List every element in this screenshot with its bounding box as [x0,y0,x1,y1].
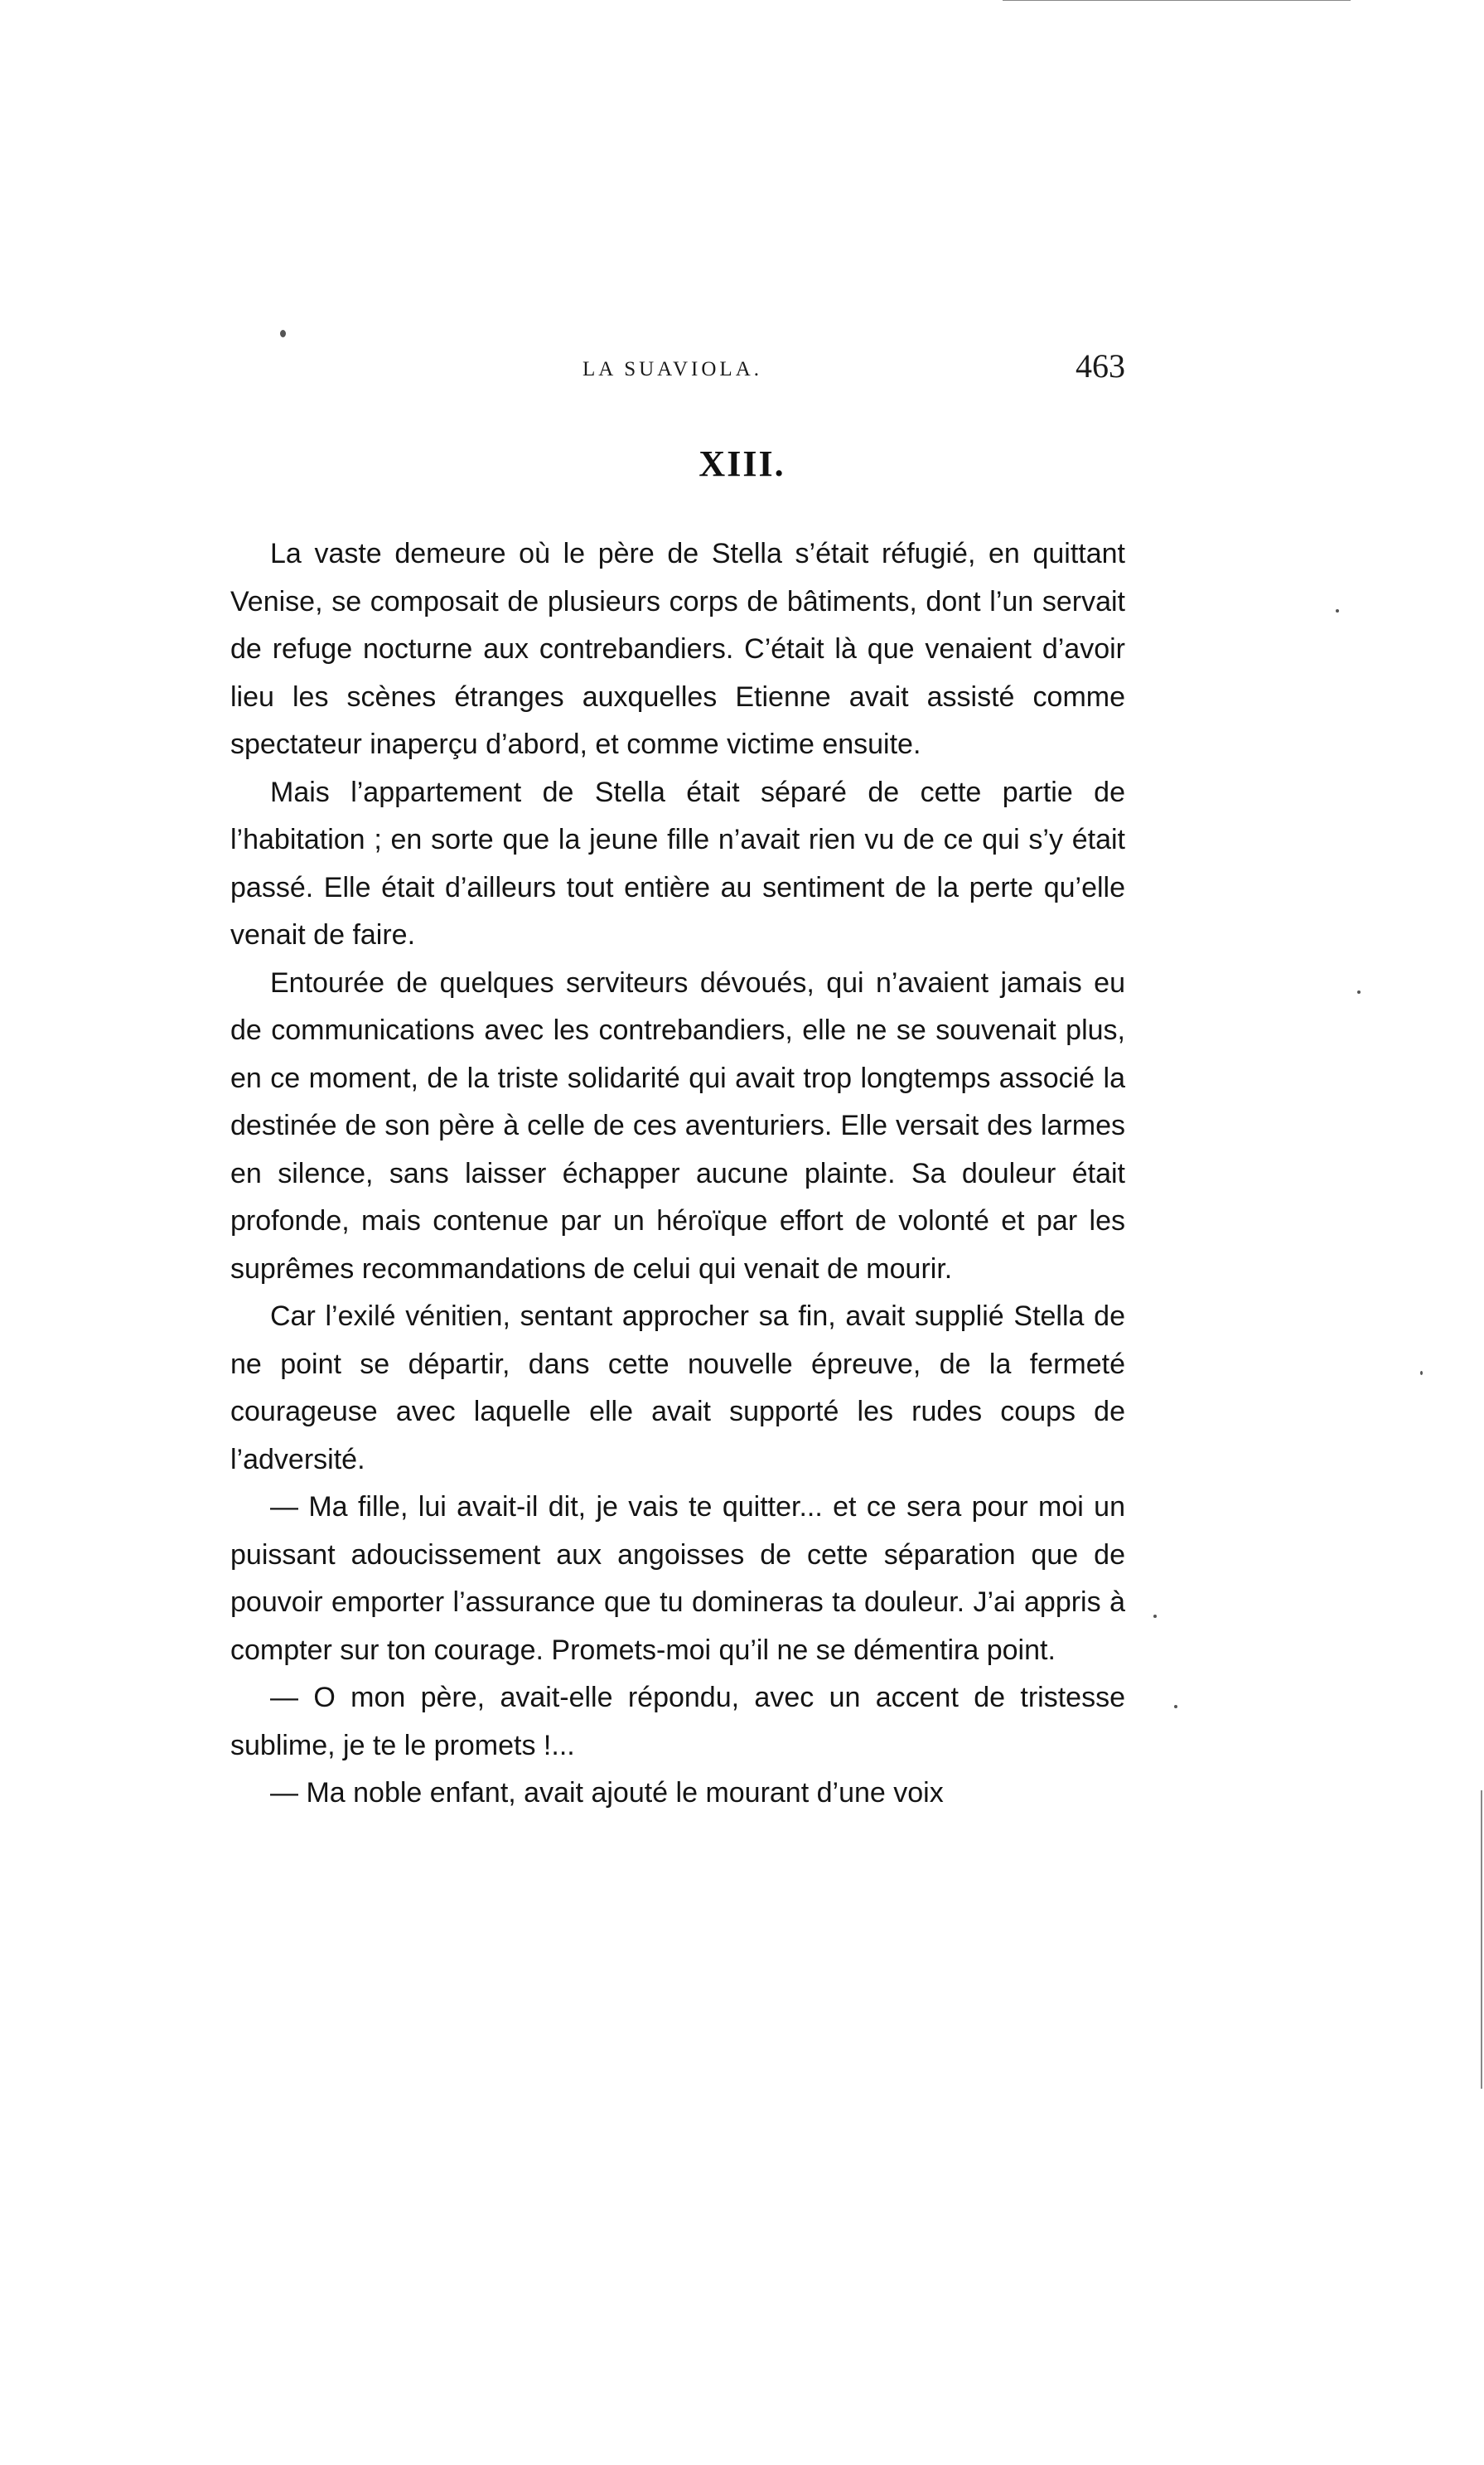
scan-edge-line [1481,1790,1482,2089]
scan-speck [1357,990,1361,994]
scan-speck [1336,609,1339,613]
scan-edge-line [1003,0,1351,1]
scan-speck [1174,1705,1177,1708]
chapter-heading: XIII. [698,443,786,484]
scan-speck [1420,1371,1423,1375]
scan-speck [1153,1615,1157,1618]
paragraph-6: — O mon père, avait-elle répondu, avec un accent de tristesse sublime, je te le promets !... [230,1682,1125,1761]
paragraph-7: — Ma noble enfant, avait ajouté le mourant d’une voix [270,1777,944,1809]
scan-speck [280,330,286,337]
body-text [230,530,1125,1818]
paragraph-1: La vaste demeure où le père de Stella s’était réfugié, en quittant Venise, se composait de plusieurs corps de bâtiments, dont l’un servait de refuge nocturne aux contrebandiers. C’était là que venaient d’avoir lieu les scènes étranges auxquelles Etienne avait assisté comme spectateur inaperçu d’abord, et comme victime ensuite. [230,538,1125,760]
paragraph-5: — Ma fille, lui avait-il dit, je vais te quitter... et ce sera pour moi un puissant adoucissement aux angoisses de cette séparation que de pouvoir emporter l’assurance que tu domineras ta douleur. J’ai appris à compter sur ton courage. Promets-moi qu’il ne se démentira point. [230,1491,1125,1666]
page-header [230,346,1125,396]
paragraph-4: Car l’exilé vénitien, sentant approcher sa fin, avait supplié Stella de ne point se départir, dans cette nouvelle épreuve, de la fermeté courageuse avec laquelle elle avait supporté les rudes coups de l’adversité. [230,1300,1125,1475]
paragraph-2: Mais l’appartement de Stella était séparé de cette partie de l’habitation ; en sorte que la jeune fille n’avait rien vu de ce qui s’y était passé. Elle était d’ailleurs tout entière au sentiment de la perte qu’elle venait de faire. [230,776,1125,951]
page-number: 463 [1076,347,1125,385]
running-title: LA SUAVIOLA. [582,358,762,380]
paragraph-3: Entourée de quelques serviteurs dévoués, qui n’avaient jamais eu de communications avec les contrebandiers, elle ne se souvenait plus, en ce moment, de la triste solidarité qui avait trop longtemps associé la destinée de son père à celle de ces aventuriers. Elle versait des larmes en silence, sans laisser échapper aucune plainte. Sa douleur était profonde, mais contenue par un héroïque effort de volonté et par les suprêmes recommandations de celui qui venait de mourir. [230,966,1125,1285]
